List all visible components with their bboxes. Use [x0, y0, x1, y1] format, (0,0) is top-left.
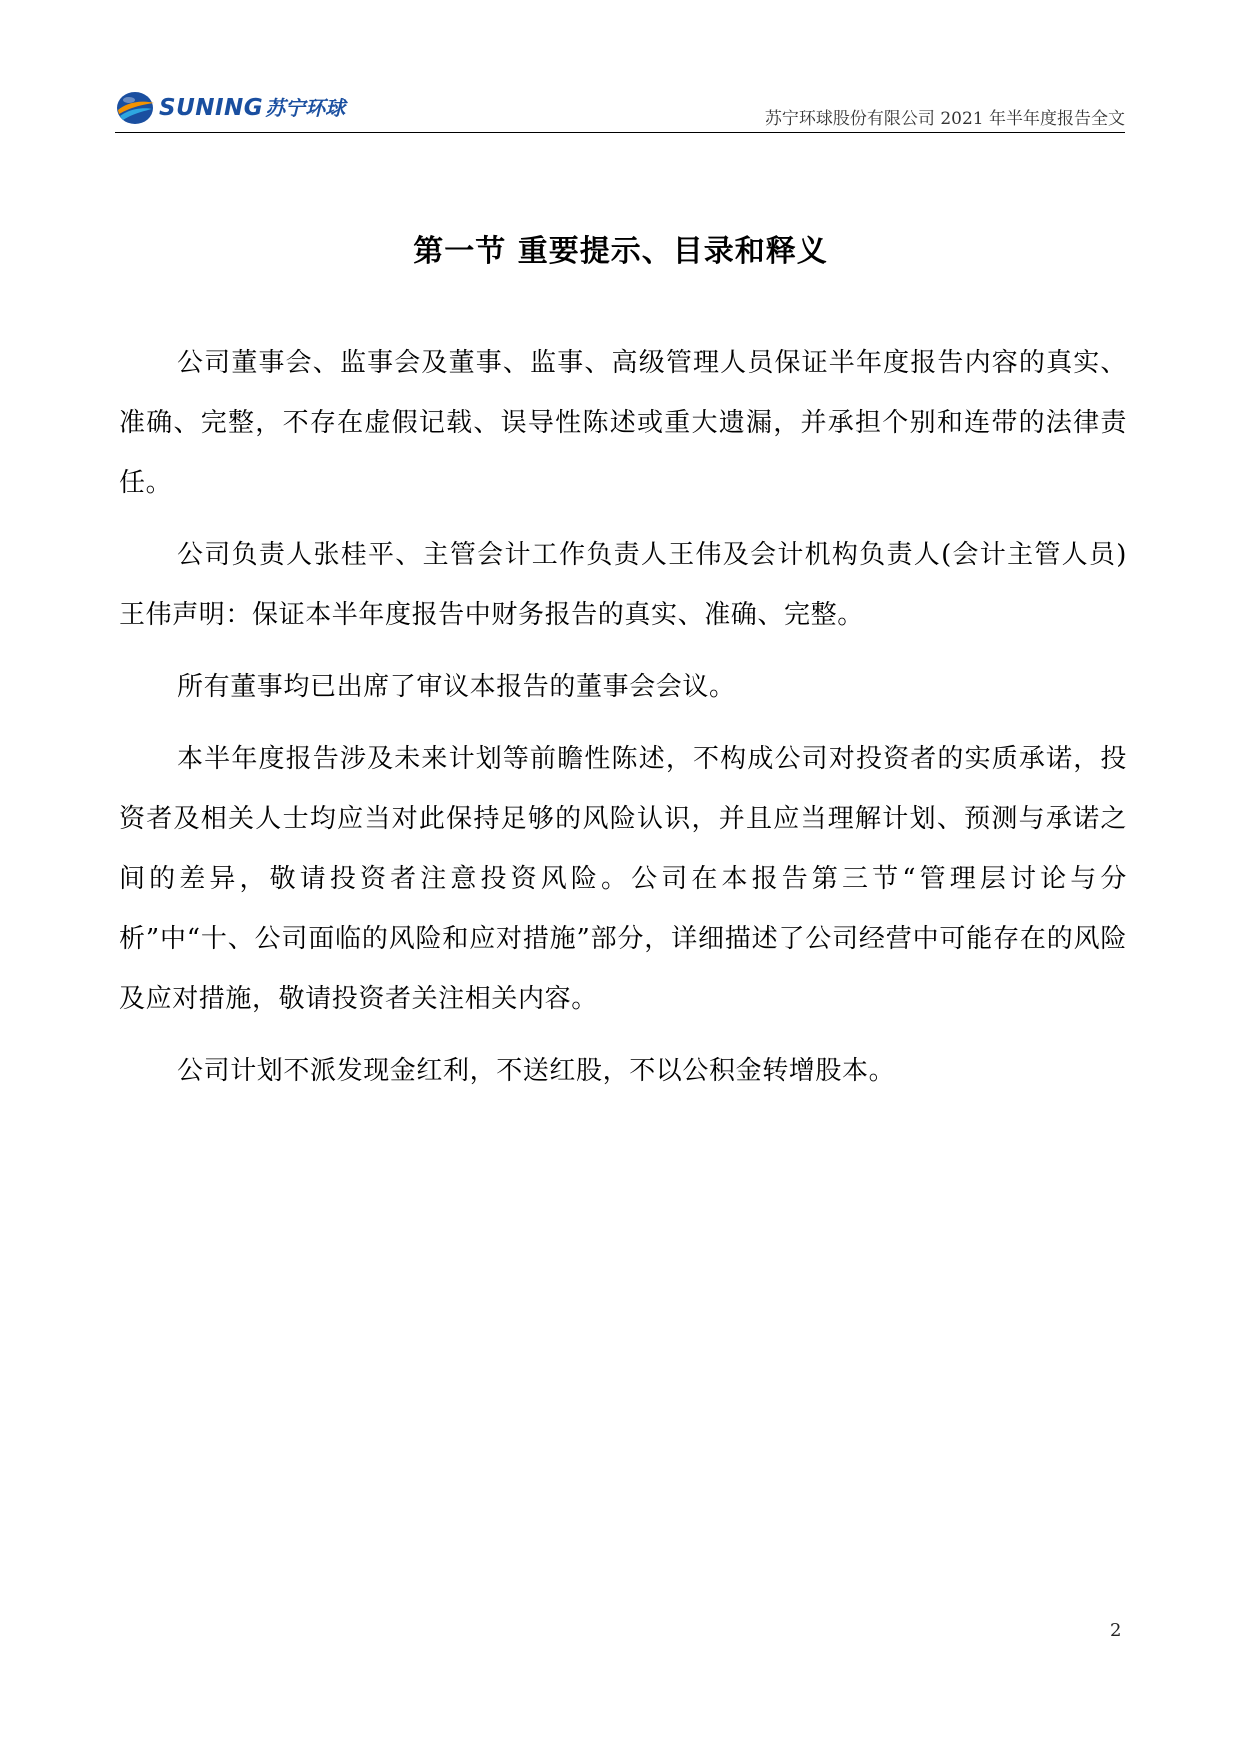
body-text [119, 333, 1127, 1113]
paragraph-dividend: 公司计划不派发现金红利，不送红股，不以公积金转增股本。 [177, 1056, 896, 1086]
page-header [115, 88, 1125, 132]
header-divider [115, 132, 1125, 133]
report-title: 苏宁环球股份有限公司 2021 年半年度报告全文 [764, 109, 1125, 129]
paragraph-attendance: 所有董事均已出席了审议本报告的董事会会议。 [177, 672, 736, 702]
section-title: 第一节 重要提示、目录和释义 [413, 234, 828, 269]
suning-globe-icon [115, 90, 155, 126]
logo-text-cn: 苏宁环球 [265, 96, 346, 120]
paragraph-responsibility: 公司董事会、监事会及董事、监事、高级管理人员保证半年度报告内容的真实、准确、完整，不存在虚假记载、误导性陈述或重大遗漏，并承担个别和连带的法律责任。 [119, 348, 1127, 498]
paragraph-risk-notice: 本半年度报告涉及未来计划等前瞻性陈述，不构成公司对投资者的实质承诺，投资者及相关人士均应当对此保持足够的风险认识，并且应当理解计划、预测与承诺之间的差异，敬请投资者注意投资风险。公司在本报告第三节“管理层讨论与分析”中“十、公司面临的风险和应对措施”部分，详细描述了公司经营中可能存在的风险及应对措施，敬请投资者关注相关内容。 [119, 744, 1127, 1014]
paragraph-declaration: 公司负责人张桂平、主管会计工作负责人王伟及会计机构负责人(会计主管人员)王伟声明：保证本半年度报告中财务报告的真实、准确、完整。 [119, 540, 1127, 630]
page-number: 2 [1110, 1620, 1122, 1641]
logo-text: SUNING [159, 94, 264, 121]
company-logo [115, 88, 345, 128]
